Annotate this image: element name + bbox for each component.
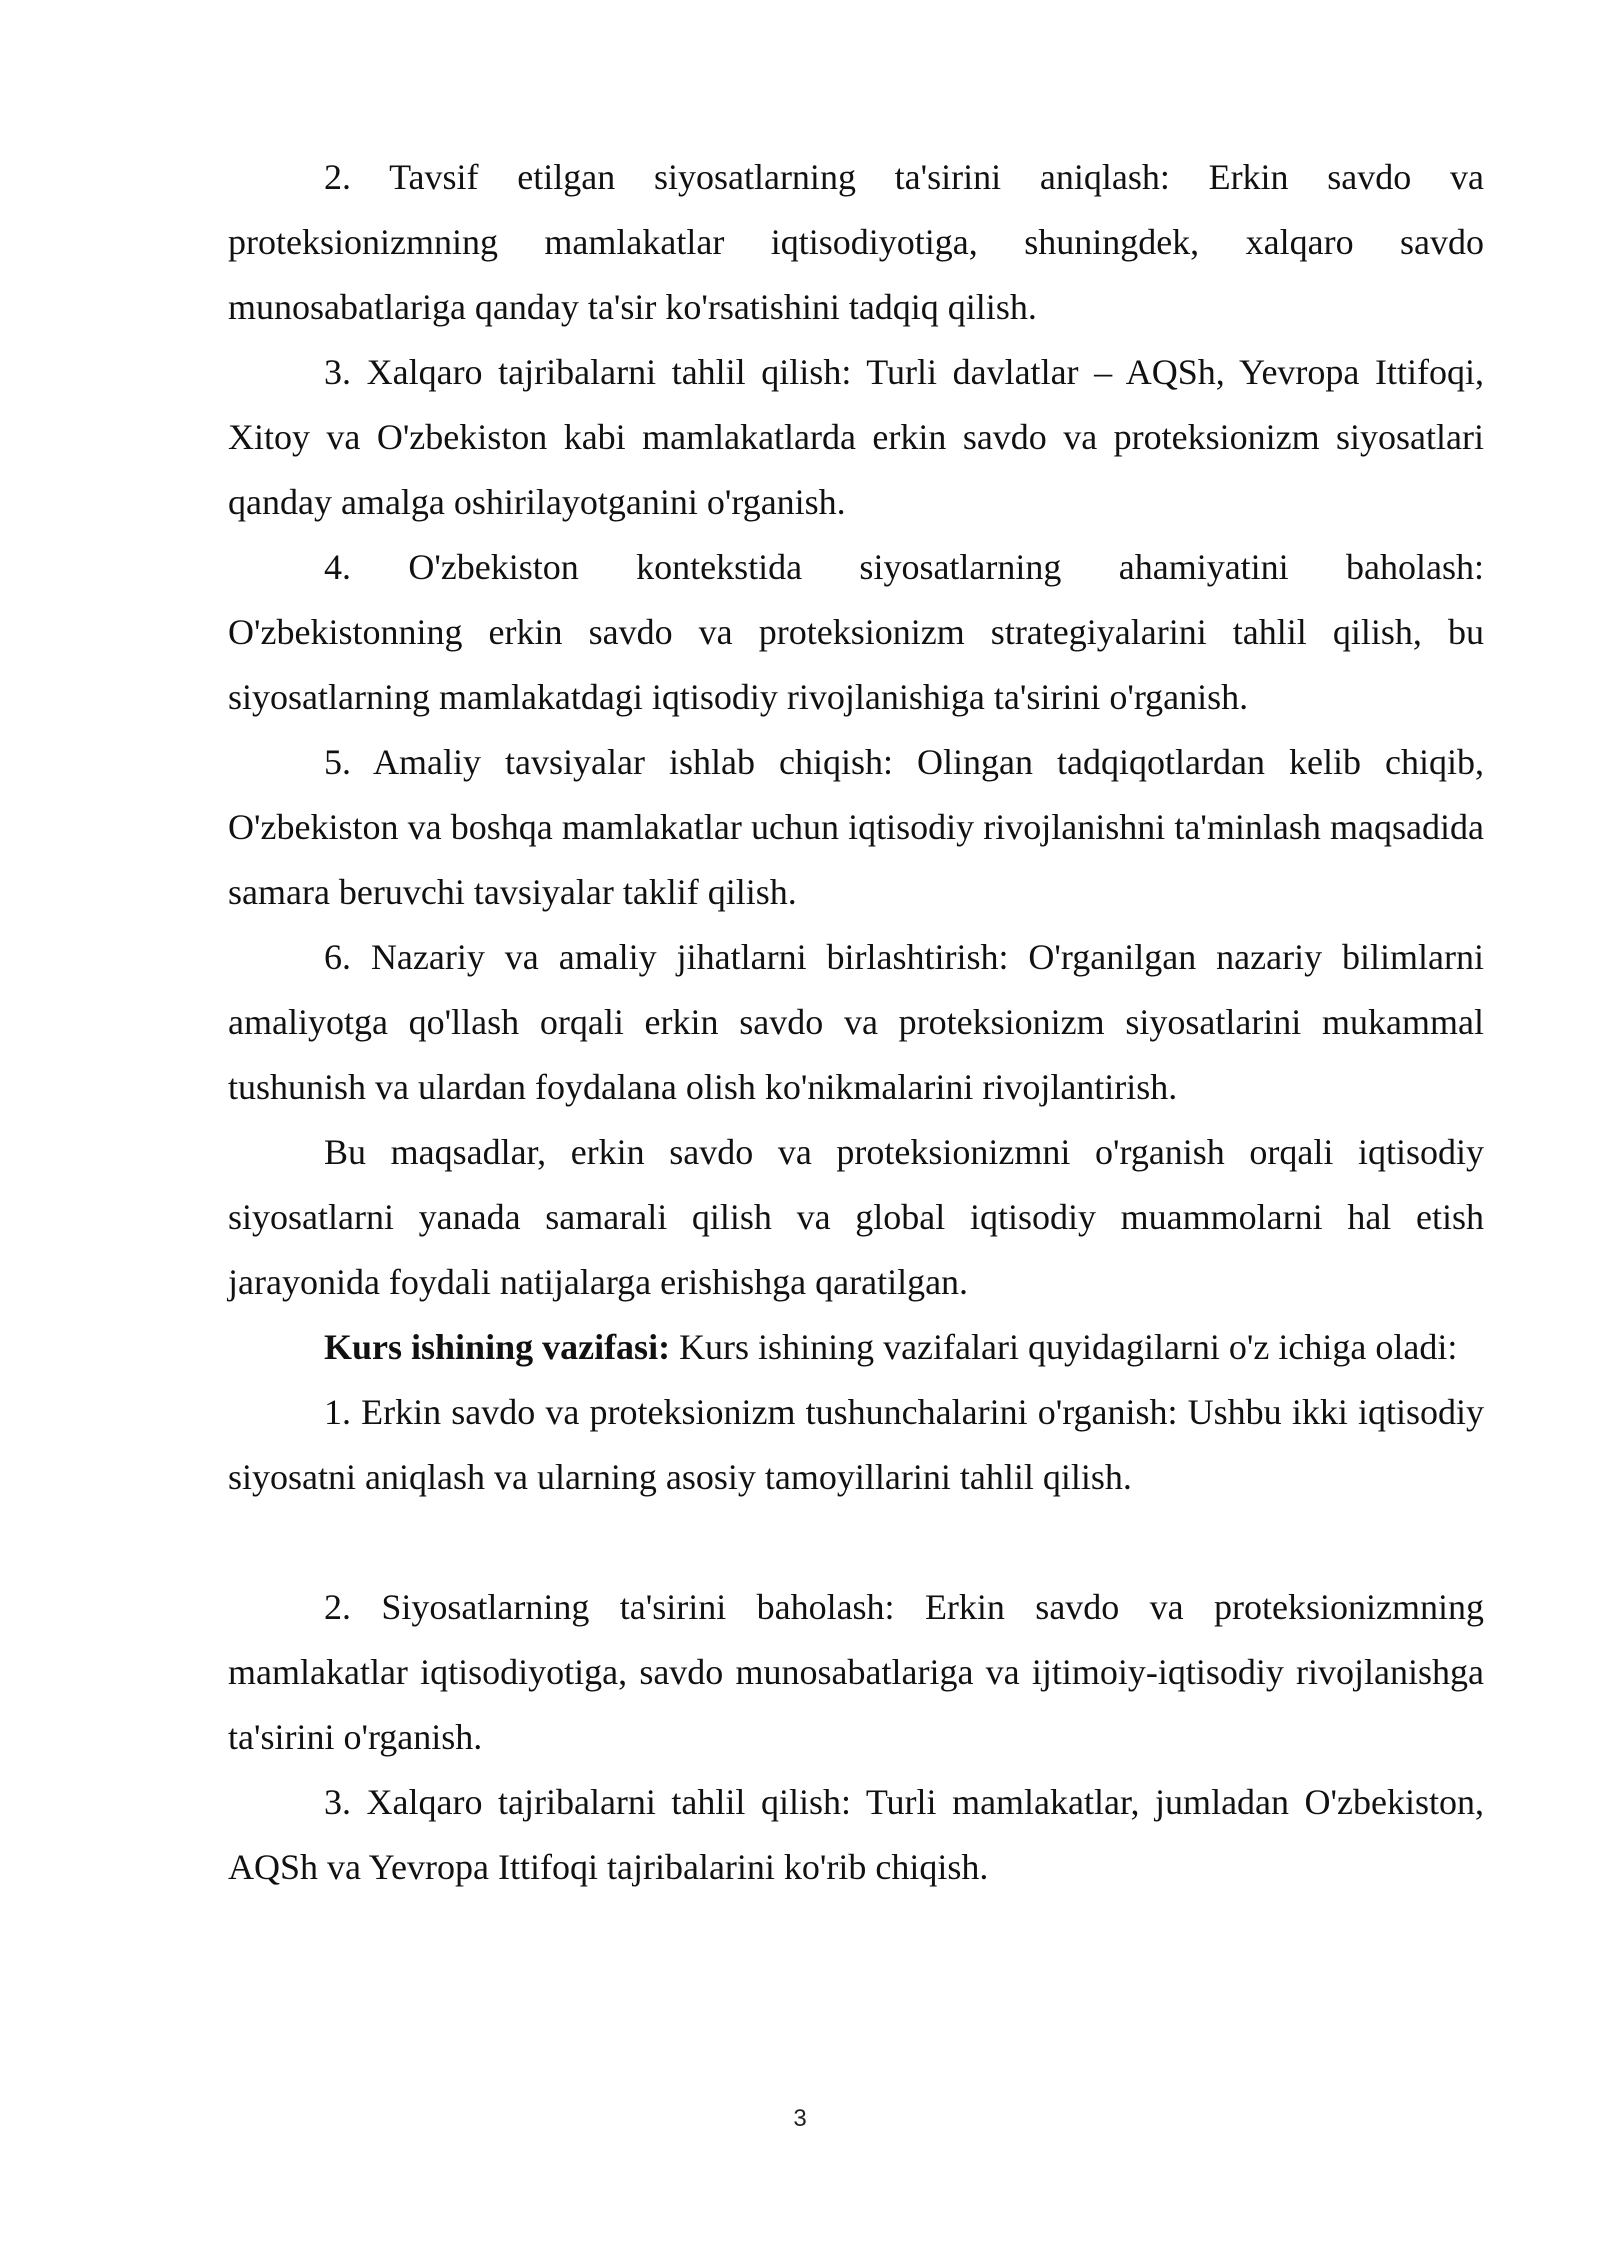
paragraph-goal-4: 4. O'zbekiston kontekstida siyosatlarning ahamiyatini baholash: O'zbekistonning erkin savdo va proteksionizm strategiyalarini tahlil qilish, bu siyosatlarning mamlakatdagi iqtisodiy rivojlanishiga ta'sirini o'rganish.	[228, 547, 1484, 717]
paragraph-tasks-intro	[228, 1315, 1484, 1380]
paragraph-goal-5: 5. Amaliy tavsiyalar ishlab chiqish: Olingan tadqiqotlardan kelib chiqib, O'zbekiston va boshqa mamlakatlar uchun iqtisodiy rivojlanishni ta'minlash maqsadida samara beruvchi tavsiyalar taklif qilish.	[228, 742, 1484, 912]
page-number: 3	[793, 2105, 807, 2132]
paragraph-task-1: 1. Erkin savdo va proteksionizm tushunchalarini o'rganish: Ushbu ikki iqtisodiy siyosatni aniqlash va ularning asosiy tamoyillarini tahlil qilish.	[228, 1392, 1484, 1497]
tasks-intro-text: Kurs ishining vazifalari quyidagilarni o'z ichiga oladi:	[670, 1327, 1458, 1367]
paragraph-task-3: 3. Xalqaro tajribalarni tahlil qilish: Turli mamlakatlar, jumladan O'zbekiston, AQSh va Yevropa Ittifoqi tajribalarini ko'rib chiqish.	[228, 1782, 1484, 1887]
paragraph-task-2: 2. Siyosatlarning ta'sirini baholash: Erkin savdo va proteksionizmning mamlakatlar iqtisodiyotiga, savdo munosabatlariga va ijtimoiy-iqtisodiy rivojlanishga ta'sirini o'rganish.	[228, 1587, 1484, 1757]
paragraph-goal-3: 3. Xalqaro tajribalarni tahlil qilish: Turli davlatlar – AQSh, Yevropa Ittifoqi, Xitoy va O'zbekiston kabi mamlakatlarda erkin savdo va proteksionizm siyosatlari qanday amalga oshirilayotganini o'rganish.	[228, 352, 1484, 522]
paragraph-goal-6: 6. Nazariy va amaliy jihatlarni birlashtirish: O'rganilgan nazariy bilimlarni amaliyotga qo'llash orqali erkin savdo va proteksionizm siyosatlarini mukammal tushunish va ulardan foydalana olish ko'nikmalarini rivojlantirish.	[228, 937, 1484, 1107]
tasks-heading: Kurs ishining vazifasi:	[324, 1327, 671, 1367]
document-body	[228, 145, 1484, 1900]
paragraph-goals-summary: Bu maqsadlar, erkin savdo va proteksionizmni o'rganish orqali iqtisodiy siyosatlarni yanada samarali qilish va global iqtisodiy muammolarni hal etish jarayonida foydali natijalarga erishishga qaratilgan.	[228, 1132, 1484, 1302]
paragraph-goal-2: 2. Tavsif etilgan siyosatlarning ta'sirini aniqlash: Erkin savdo va proteksionizmning mamlakatlar iqtisodiyotiga, shuningdek, xalqaro savdo munosabatlariga qanday ta'sir ko'rsatishini tadqiq qilish.	[228, 157, 1484, 327]
